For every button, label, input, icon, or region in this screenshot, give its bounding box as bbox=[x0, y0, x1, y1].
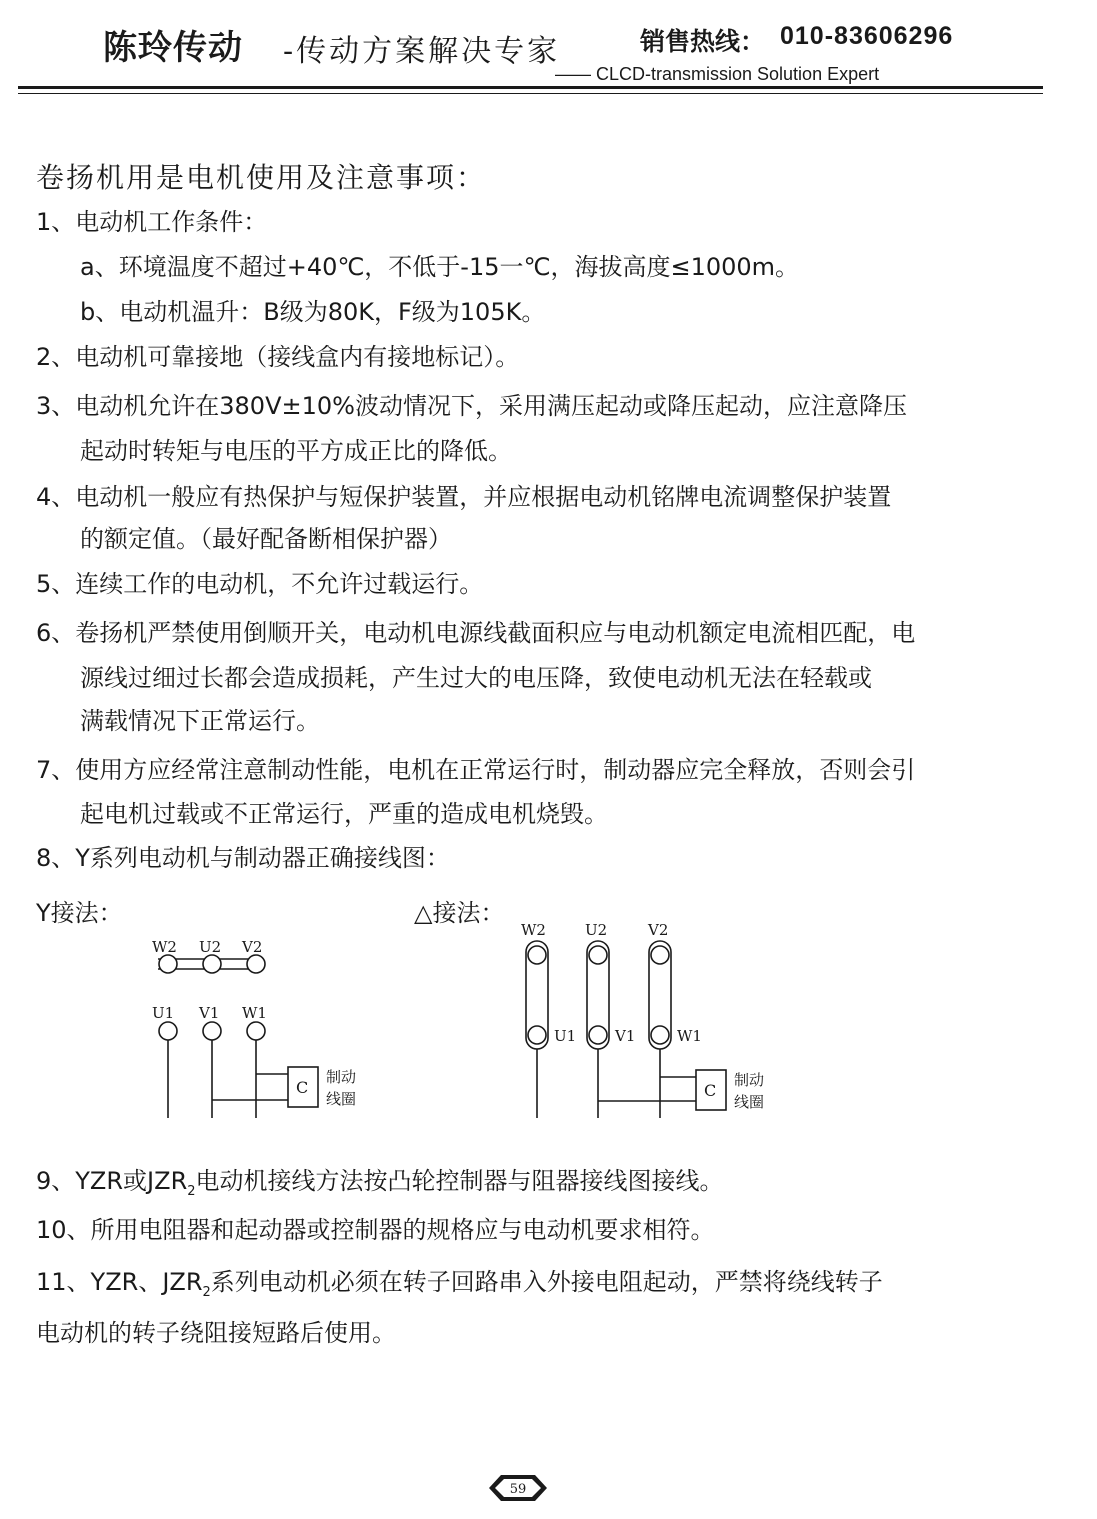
delta-top-terminal-label: U2 bbox=[585, 921, 608, 939]
item-7-line-2: 起电机过载或不正常运行，严重的造成电机烧毁。 bbox=[80, 800, 608, 828]
hotline-label: 销售热线： bbox=[640, 27, 766, 56]
item-9-part-2: 电动机接线方法按凸轮控制器与阻器接线图接线。 bbox=[195, 1167, 724, 1195]
item-1: 1、电动机工作条件： bbox=[36, 208, 268, 236]
item-2: 2、电动机可靠接地（接线盒内有接地标记）。 bbox=[36, 343, 520, 371]
header-divider-thin bbox=[18, 93, 1043, 94]
header-subtitle: —— CLCD-transmission Solution Expert bbox=[555, 64, 880, 84]
y-coil-label-1: 制动 bbox=[326, 1068, 357, 1086]
item-1a: a、环境温度不超过+40℃，不低于-15一℃，海拔高度≤1000m。 bbox=[80, 253, 800, 281]
y-bottom-terminal-label: W1 bbox=[242, 1004, 267, 1022]
item-10: 10、所用电阻器和起动器或控制器的规格应与电动机要求相符。 bbox=[36, 1216, 715, 1244]
item-6-line-2: 源线过细过长都会造成损耗，产生过大的电压降，致使电动机无法在轻载或 bbox=[80, 664, 872, 692]
item-11-line-2: 电动机的转子绕阻接短路后使用。 bbox=[36, 1319, 396, 1347]
y-coil-letter: C bbox=[296, 1078, 309, 1097]
item-5: 5、连续工作的电动机，不允许过载运行。 bbox=[36, 570, 484, 598]
item-3-line-1: 3、电动机允许在380V±10%波动情况下，采用满压起动或降压起动，应注意降压 bbox=[36, 392, 907, 420]
page-header bbox=[0, 0, 1097, 100]
item-6-line-1: 6、卷扬机严禁使用倒顺开关，电动机电源线截面积应与电动机额定电流相匹配，电 bbox=[36, 619, 916, 647]
item-11-subscript: 2 bbox=[202, 1284, 211, 1300]
y-bottom-terminal-label: V1 bbox=[199, 1004, 220, 1022]
delta-top-terminal-label: W2 bbox=[521, 921, 546, 939]
page-number: 59 bbox=[509, 1482, 527, 1497]
item-1b: b、电动机温升：B级为80K，F级为105K。 bbox=[80, 298, 546, 326]
page-title: 卷扬机用是电机使用及注意事项： bbox=[36, 161, 487, 194]
item-9-subscript: 2 bbox=[187, 1183, 196, 1199]
delta-connection-label: △接法： bbox=[414, 899, 505, 927]
item-11-line-1 bbox=[36, 1267, 883, 1308]
delta-bottom-terminal-label: W1 bbox=[677, 1027, 702, 1045]
delta-wiring-diagram bbox=[510, 915, 790, 1125]
item-11-part-2: 系列电动机必须在转子回路串入外接电阻起动，严禁将绕线转子 bbox=[210, 1268, 883, 1296]
item-11-part-1: 11、YZR、JZR bbox=[36, 1268, 203, 1296]
delta-top-terminal-label: V2 bbox=[648, 921, 669, 939]
y-top-terminal-label: W2 bbox=[152, 938, 177, 956]
y-coil-label-2: 线圈 bbox=[326, 1090, 357, 1108]
item-9-part-1: 9、YZR或JZR bbox=[36, 1167, 188, 1195]
brand-tagline: -传动方案解决专家 bbox=[283, 34, 561, 69]
item-4-line-2: 的额定值。（最好配备断相保护器） bbox=[80, 525, 452, 553]
hotline-number: 010-83606296 bbox=[780, 22, 954, 50]
delta-coil-letter: C bbox=[704, 1081, 717, 1100]
item-6-line-3: 满载情况下正常运行。 bbox=[80, 707, 320, 735]
y-wiring-diagram bbox=[130, 930, 390, 1125]
delta-coil-label-2: 线圈 bbox=[734, 1093, 765, 1111]
page-number-badge bbox=[487, 1473, 549, 1503]
item-4-line-1: 4、电动机一般应有热保护与短保护装置，并应根据电动机铭牌电流调整保护装置 bbox=[36, 483, 892, 511]
brand-name: 陈玲传动 bbox=[103, 28, 243, 68]
delta-coil-label-1: 制动 bbox=[734, 1071, 765, 1089]
item-8: 8、Y系列电动机与制动器正确接线图： bbox=[36, 844, 450, 872]
y-connection-label: Y接法： bbox=[36, 899, 123, 927]
delta-bottom-terminal-label: V1 bbox=[615, 1027, 636, 1045]
y-top-terminal-label: V2 bbox=[242, 938, 263, 956]
item-9 bbox=[36, 1166, 724, 1207]
y-bottom-terminal-label: U1 bbox=[152, 1004, 175, 1022]
y-top-terminal-label: U2 bbox=[199, 938, 222, 956]
header-divider-thick bbox=[18, 86, 1043, 89]
delta-bottom-terminal-label: U1 bbox=[554, 1027, 577, 1045]
item-3-line-2: 起动时转矩与电压的平方成正比的降低。 bbox=[80, 437, 512, 465]
item-7-line-1: 7、使用方应经常注意制动性能，电机在正常运行时，制动器应完全释放，否则会引 bbox=[36, 756, 916, 784]
